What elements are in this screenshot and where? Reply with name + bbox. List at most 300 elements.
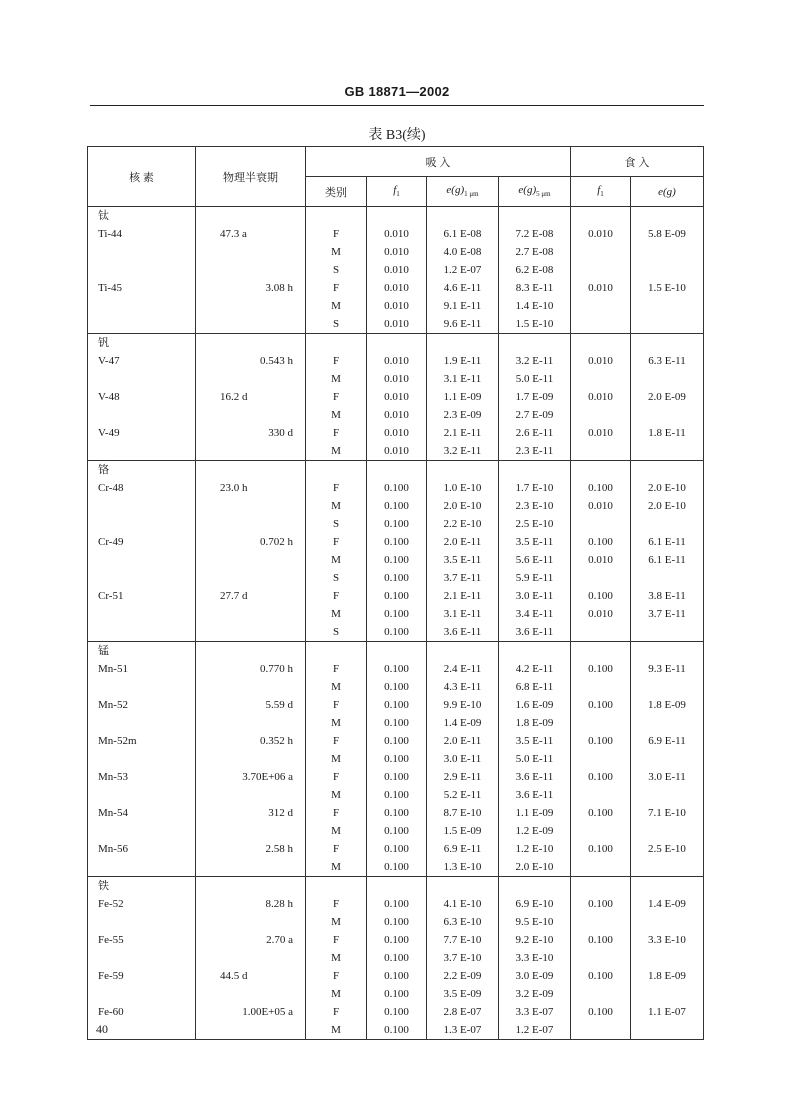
ingestion-header: 食 入: [571, 147, 704, 177]
f1-inhalation-cell: 0.100: [367, 840, 427, 858]
f1-ingestion-cell: [571, 985, 631, 1003]
f1-ingestion-cell: 0.100: [571, 1003, 631, 1021]
type-cell: M: [306, 497, 367, 515]
f1-inhalation-cell: 0.100: [367, 515, 427, 533]
e-ingestion-cell: 6.9 E-11: [631, 732, 704, 750]
type-cell: F: [306, 895, 367, 913]
f1-ingestion-cell: [571, 913, 631, 931]
table-row: [88, 1003, 704, 1021]
f1-ingestion-cell: 0.100: [571, 931, 631, 949]
e-5um-cell: 9.2 E-10: [499, 931, 571, 949]
f1-ingestion-cell: [571, 515, 631, 533]
e-5um-cell: 1.2 E-09: [499, 822, 571, 840]
f1-inhalation-cell: 0.100: [367, 551, 427, 569]
e-5um-cell: 2.3 E-10: [499, 497, 571, 515]
nuclide-cell: [88, 569, 196, 587]
e-ingestion-cell: [631, 569, 704, 587]
e-ingestion-cell: 2.0 E-10: [631, 479, 704, 497]
table-row: [88, 569, 704, 587]
half-life-cell: 0.770 h: [196, 660, 306, 678]
e-5um-cell: 3.3 E-10: [499, 949, 571, 967]
type-cell: M: [306, 297, 367, 315]
type-cell: F: [306, 587, 367, 605]
element-name: 钒: [88, 334, 196, 353]
e-ingestion-cell: [631, 515, 704, 533]
nuclide-cell: Cr-49: [88, 533, 196, 551]
empty-cell: [367, 207, 427, 226]
e-5um-cell: 5.6 E-11: [499, 551, 571, 569]
e-ingestion-cell: 2.0 E-09: [631, 388, 704, 406]
f1-inhalation-cell: 0.010: [367, 225, 427, 243]
half-life-cell: 16.2 d: [196, 388, 306, 406]
page-number: 40: [96, 1022, 108, 1036]
table-row: [88, 985, 704, 1003]
f1-inhalation-cell: 0.100: [367, 768, 427, 786]
half-life-cell: [196, 786, 306, 804]
table-row: [88, 913, 704, 931]
f1-inhalation-cell: 0.100: [367, 822, 427, 840]
table-row: [88, 297, 704, 315]
f1-inhalation-cell: 0.100: [367, 931, 427, 949]
e-ingestion-cell: 1.8 E-09: [631, 967, 704, 985]
table-row: [88, 858, 704, 877]
f1-ingestion-cell: [571, 1021, 631, 1040]
f1-inhalation-cell: 0.100: [367, 858, 427, 877]
half-life-cell: [196, 714, 306, 732]
e-ingestion-cell: 2.5 E-10: [631, 840, 704, 858]
f1-inhalation-cell: 0.010: [367, 442, 427, 461]
e-ingestion-cell: [631, 858, 704, 877]
f1-inhalation-cell: 0.100: [367, 696, 427, 714]
e-5um-cell: 1.5 E-10: [499, 315, 571, 334]
empty-cell: [196, 877, 306, 896]
table-row: [88, 1021, 704, 1040]
e-5um-cell: 1.6 E-09: [499, 696, 571, 714]
e-ingestion-cell: 3.0 E-11: [631, 768, 704, 786]
nuclide-cell: [88, 515, 196, 533]
e-1um-cell: 2.0 E-11: [427, 533, 499, 551]
half-life-cell: [196, 913, 306, 931]
f1-ingestion-cell: 0.010: [571, 424, 631, 442]
nuclide-cell: Mn-51: [88, 660, 196, 678]
table-row: [88, 768, 704, 786]
e-5um-cell: 3.4 E-11: [499, 605, 571, 623]
empty-cell: [196, 334, 306, 353]
e-1um-cell: 1.5 E-09: [427, 822, 499, 840]
nuclide-cell: [88, 315, 196, 334]
e-1um-cell: 1.2 E-07: [427, 261, 499, 279]
e-1um-cell: 3.6 E-11: [427, 623, 499, 642]
e-1um-cell: 3.1 E-11: [427, 605, 499, 623]
e-1um-cell: 2.0 E-11: [427, 732, 499, 750]
e-ingestion-cell: [631, 786, 704, 804]
nuclide-cell: [88, 243, 196, 261]
table-body: [88, 207, 704, 1040]
e-ingestion-cell: [631, 1021, 704, 1040]
type-cell: F: [306, 533, 367, 551]
e-ingestion-cell: [631, 678, 704, 696]
table-row: [88, 388, 704, 406]
nuclide-cell: Mn-53: [88, 768, 196, 786]
f1-ingestion-cell: 0.010: [571, 605, 631, 623]
f1-ingestion-header: $f_1$: [571, 177, 631, 207]
e-5um-cell: 7.2 E-08: [499, 225, 571, 243]
e-1um-cell: 3.7 E-11: [427, 569, 499, 587]
f1-ingestion-cell: [571, 261, 631, 279]
type-cell: F: [306, 804, 367, 822]
e-ingestion-cell: 9.3 E-11: [631, 660, 704, 678]
half-life-cell: 44.5 d: [196, 967, 306, 985]
empty-cell: [427, 334, 499, 353]
e-5um-cell: 3.5 E-11: [499, 533, 571, 551]
f1-inhalation-cell: 0.100: [367, 660, 427, 678]
type-cell: M: [306, 678, 367, 696]
empty-cell: [367, 461, 427, 480]
table-row: [88, 678, 704, 696]
empty-cell: [427, 461, 499, 480]
type-cell: M: [306, 442, 367, 461]
empty-cell: [367, 877, 427, 896]
f1-ingestion-cell: [571, 750, 631, 768]
f1-inhalation-cell: 0.010: [367, 279, 427, 297]
f1-ingestion-cell: 0.100: [571, 895, 631, 913]
e-1um-cell: 3.7 E-10: [427, 949, 499, 967]
f1-ingestion-cell: [571, 297, 631, 315]
e-5um-cell: 1.1 E-09: [499, 804, 571, 822]
e-5um-cell: 5.0 E-11: [499, 370, 571, 388]
empty-cell: [499, 334, 571, 353]
nuclide-cell: [88, 985, 196, 1003]
type-cell: F: [306, 967, 367, 985]
half-life-cell: [196, 406, 306, 424]
e-1um-cell: 9.9 E-10: [427, 696, 499, 714]
f1-ingestion-cell: [571, 786, 631, 804]
table-row: [88, 895, 704, 913]
half-life-cell: [196, 442, 306, 461]
f1-inhalation-cell: 0.100: [367, 895, 427, 913]
e-5um-cell: 2.3 E-11: [499, 442, 571, 461]
table-row: [88, 605, 704, 623]
f1-inhalation-cell: 0.100: [367, 533, 427, 551]
e-5um-cell: 2.5 E-10: [499, 515, 571, 533]
e-5um-cell: 2.6 E-11: [499, 424, 571, 442]
empty-cell: [367, 642, 427, 661]
table-row: [88, 352, 704, 370]
table-row: [88, 279, 704, 297]
e-5um-cell: 1.2 E-10: [499, 840, 571, 858]
f1-ingestion-cell: 0.100: [571, 804, 631, 822]
table-row: [88, 442, 704, 461]
f1-inhalation-cell: 0.100: [367, 1021, 427, 1040]
table-row: [88, 315, 704, 334]
f1-ingestion-cell: [571, 623, 631, 642]
f1-ingestion-cell: [571, 714, 631, 732]
empty-cell: [306, 207, 367, 226]
e-5um-cell: 3.0 E-11: [499, 587, 571, 605]
nuclide-cell: [88, 551, 196, 569]
empty-cell: [571, 877, 631, 896]
e-ingestion-cell: [631, 913, 704, 931]
e-1um-cell: 2.4 E-11: [427, 660, 499, 678]
nuclide-cell: [88, 442, 196, 461]
half-life-cell: [196, 569, 306, 587]
table-row: [88, 533, 704, 551]
f1-ingestion-cell: 0.100: [571, 587, 631, 605]
e-1um-cell: 1.3 E-10: [427, 858, 499, 877]
f1-inhalation-cell: 0.010: [367, 315, 427, 334]
e-1um-cell: 1.9 E-11: [427, 352, 499, 370]
e-1um-cell: 2.0 E-10: [427, 497, 499, 515]
type-cell: M: [306, 949, 367, 967]
document-header: GB 18871—2002: [344, 84, 450, 99]
f1-inhalation-cell: 0.010: [367, 424, 427, 442]
f1-inhalation-cell: 0.100: [367, 967, 427, 985]
half-life-cell: [196, 985, 306, 1003]
f1-ingestion-cell: 0.010: [571, 279, 631, 297]
e-1um-cell: 2.2 E-09: [427, 967, 499, 985]
e-ingestion-cell: [631, 406, 704, 424]
e-5um-cell: 3.3 E-07: [499, 1003, 571, 1021]
nuclide-cell: [88, 750, 196, 768]
half-life-cell: 23.0 h: [196, 479, 306, 497]
table-row: [88, 840, 704, 858]
element-group-row: [88, 461, 704, 480]
table-row: [88, 243, 704, 261]
half-life-cell: 0.543 h: [196, 352, 306, 370]
type-cell: M: [306, 1021, 367, 1040]
e-ingestion-cell: 1.5 E-10: [631, 279, 704, 297]
element-group-row: [88, 334, 704, 353]
half-life-cell: [196, 1021, 306, 1040]
type-cell: M: [306, 551, 367, 569]
e-5um-cell: 2.0 E-10: [499, 858, 571, 877]
e-5um-cell: 5.9 E-11: [499, 569, 571, 587]
nuclide-cell: V-48: [88, 388, 196, 406]
f1-ingestion-cell: [571, 442, 631, 461]
f1-ingestion-cell: 0.100: [571, 768, 631, 786]
e-5um-cell: 3.2 E-09: [499, 985, 571, 1003]
e-1um-cell: 1.0 E-10: [427, 479, 499, 497]
e-ingestion-cell: [631, 949, 704, 967]
e-ingestion-cell: 6.1 E-11: [631, 551, 704, 569]
empty-cell: [196, 207, 306, 226]
e-ingestion-header: e(g): [631, 177, 704, 207]
e-1um-cell: 4.0 E-08: [427, 243, 499, 261]
f1-inhalation-cell: 0.100: [367, 804, 427, 822]
f1-inhalation-cell: 0.100: [367, 587, 427, 605]
type-cell: F: [306, 279, 367, 297]
empty-cell: [571, 642, 631, 661]
empty-cell: [631, 207, 704, 226]
table-row: [88, 786, 704, 804]
table-row: [88, 424, 704, 442]
type-cell: S: [306, 515, 367, 533]
table-row: [88, 406, 704, 424]
nuclide-cell: [88, 913, 196, 931]
empty-cell: [306, 461, 367, 480]
half-life-cell: 0.352 h: [196, 732, 306, 750]
type-cell: M: [306, 822, 367, 840]
half-life-cell: 3.70E+06 a: [196, 768, 306, 786]
e-5um-cell: 2.7 E-08: [499, 243, 571, 261]
f1-inhalation-cell: 0.100: [367, 678, 427, 696]
nuclide-cell: [88, 370, 196, 388]
nuclide-cell: [88, 714, 196, 732]
half-life-cell: 312 d: [196, 804, 306, 822]
table-row: [88, 696, 704, 714]
type-cell: M: [306, 370, 367, 388]
empty-cell: [631, 877, 704, 896]
empty-cell: [571, 207, 631, 226]
type-cell: S: [306, 261, 367, 279]
e-ingestion-cell: 1.1 E-07: [631, 1003, 704, 1021]
empty-cell: [196, 461, 306, 480]
type-cell: F: [306, 479, 367, 497]
nuclide-cell: [88, 623, 196, 642]
nuclide-cell: V-47: [88, 352, 196, 370]
f1-ingestion-cell: 0.100: [571, 967, 631, 985]
e-ingestion-cell: [631, 315, 704, 334]
element-name: 钛: [88, 207, 196, 226]
f1-inhalation-cell: 0.100: [367, 732, 427, 750]
e-1um-header: $e(g)_{1 \mu m}$: [427, 177, 499, 207]
element-group-row: [88, 642, 704, 661]
table-row: [88, 479, 704, 497]
e-1um-cell: 2.3 E-09: [427, 406, 499, 424]
nuclide-cell: Mn-54: [88, 804, 196, 822]
table-row: [88, 967, 704, 985]
e-ingestion-cell: [631, 297, 704, 315]
f1-ingestion-cell: 0.010: [571, 225, 631, 243]
e-5um-cell: 9.5 E-10: [499, 913, 571, 931]
f1-inhalation-cell: 0.100: [367, 497, 427, 515]
type-cell: M: [306, 985, 367, 1003]
e-1um-cell: 2.8 E-07: [427, 1003, 499, 1021]
empty-cell: [427, 642, 499, 661]
half-life-cell: 5.59 d: [196, 696, 306, 714]
nuclide-cell: [88, 786, 196, 804]
e-ingestion-cell: [631, 370, 704, 388]
e-1um-cell: 6.1 E-08: [427, 225, 499, 243]
element-name: 锰: [88, 642, 196, 661]
half-life-cell: [196, 261, 306, 279]
f1-ingestion-cell: [571, 822, 631, 840]
e-1um-cell: 4.1 E-10: [427, 895, 499, 913]
dose-coefficient-table: [87, 146, 704, 1040]
f1-inhalation-cell: 0.010: [367, 370, 427, 388]
empty-cell: [196, 642, 306, 661]
empty-cell: [499, 642, 571, 661]
f1-inhalation-cell: 0.010: [367, 261, 427, 279]
half-life-cell: 330 d: [196, 424, 306, 442]
e-5um-cell: 1.8 E-09: [499, 714, 571, 732]
e-5um-cell: 3.6 E-11: [499, 768, 571, 786]
nuclide-cell: Mn-52: [88, 696, 196, 714]
nuclide-cell: [88, 605, 196, 623]
e-1um-cell: 3.1 E-11: [427, 370, 499, 388]
f1-ingestion-cell: 0.100: [571, 479, 631, 497]
e-ingestion-cell: 1.8 E-11: [631, 424, 704, 442]
nuclide-cell: Ti-44: [88, 225, 196, 243]
f1-header: $f_1$: [367, 177, 427, 207]
f1-inhalation-cell: 0.100: [367, 786, 427, 804]
e-1um-cell: 9.1 E-11: [427, 297, 499, 315]
f1-ingestion-cell: [571, 949, 631, 967]
e-ingestion-cell: 3.8 E-11: [631, 587, 704, 605]
e-5um-cell: 6.8 E-11: [499, 678, 571, 696]
empty-cell: [631, 461, 704, 480]
empty-cell: [571, 334, 631, 353]
type-cell: M: [306, 913, 367, 931]
nuclide-cell: [88, 949, 196, 967]
e-1um-cell: 8.7 E-10: [427, 804, 499, 822]
f1-ingestion-cell: 0.100: [571, 696, 631, 714]
e-ingestion-cell: [631, 822, 704, 840]
f1-inhalation-cell: 0.100: [367, 949, 427, 967]
f1-inhalation-cell: 0.100: [367, 1003, 427, 1021]
empty-cell: [571, 461, 631, 480]
table-row: [88, 931, 704, 949]
nuclide-cell: V-49: [88, 424, 196, 442]
half-life-cell: 1.00E+05 a: [196, 1003, 306, 1021]
element-name: 铁: [88, 877, 196, 896]
half-life-cell: [196, 297, 306, 315]
empty-cell: [499, 461, 571, 480]
e-5um-cell: 3.6 E-11: [499, 786, 571, 804]
e-5um-cell: 1.2 E-07: [499, 1021, 571, 1040]
f1-ingestion-cell: [571, 243, 631, 261]
e-5um-cell: 1.7 E-10: [499, 479, 571, 497]
half-life-cell: 27.7 d: [196, 587, 306, 605]
e-ingestion-cell: 2.0 E-10: [631, 497, 704, 515]
nuclide-cell: Fe-52: [88, 895, 196, 913]
table-row: [88, 623, 704, 642]
f1-inhalation-cell: 0.010: [367, 352, 427, 370]
e-5um-cell: 1.7 E-09: [499, 388, 571, 406]
f1-ingestion-cell: [571, 406, 631, 424]
half-life-cell: [196, 551, 306, 569]
nuclide-cell: [88, 297, 196, 315]
e-5um-cell: 1.4 E-10: [499, 297, 571, 315]
half-life-cell: [196, 243, 306, 261]
type-cell: F: [306, 732, 367, 750]
half-life-cell: 2.58 h: [196, 840, 306, 858]
nuclide-cell: [88, 406, 196, 424]
e-1um-cell: 6.9 E-11: [427, 840, 499, 858]
type-header: 类别: [306, 177, 367, 207]
half-life-cell: [196, 750, 306, 768]
type-cell: F: [306, 424, 367, 442]
nuclide-header: 核 素: [88, 147, 196, 207]
table-row: [88, 225, 704, 243]
e-ingestion-cell: 1.4 E-09: [631, 895, 704, 913]
half-life-cell: [196, 858, 306, 877]
nuclide-cell: [88, 497, 196, 515]
half-life-cell: [196, 370, 306, 388]
type-cell: M: [306, 786, 367, 804]
e-5um-cell: 3.2 E-11: [499, 352, 571, 370]
e-1um-cell: 4.3 E-11: [427, 678, 499, 696]
f1-inhalation-cell: 0.010: [367, 243, 427, 261]
e-1um-cell: 3.0 E-11: [427, 750, 499, 768]
halflife-header: 物理半衰期: [196, 147, 306, 207]
half-life-cell: [196, 497, 306, 515]
nuclide-cell: Fe-55: [88, 931, 196, 949]
e-1um-cell: 9.6 E-11: [427, 315, 499, 334]
e-ingestion-cell: [631, 261, 704, 279]
table-row: [88, 804, 704, 822]
nuclide-cell: Cr-48: [88, 479, 196, 497]
